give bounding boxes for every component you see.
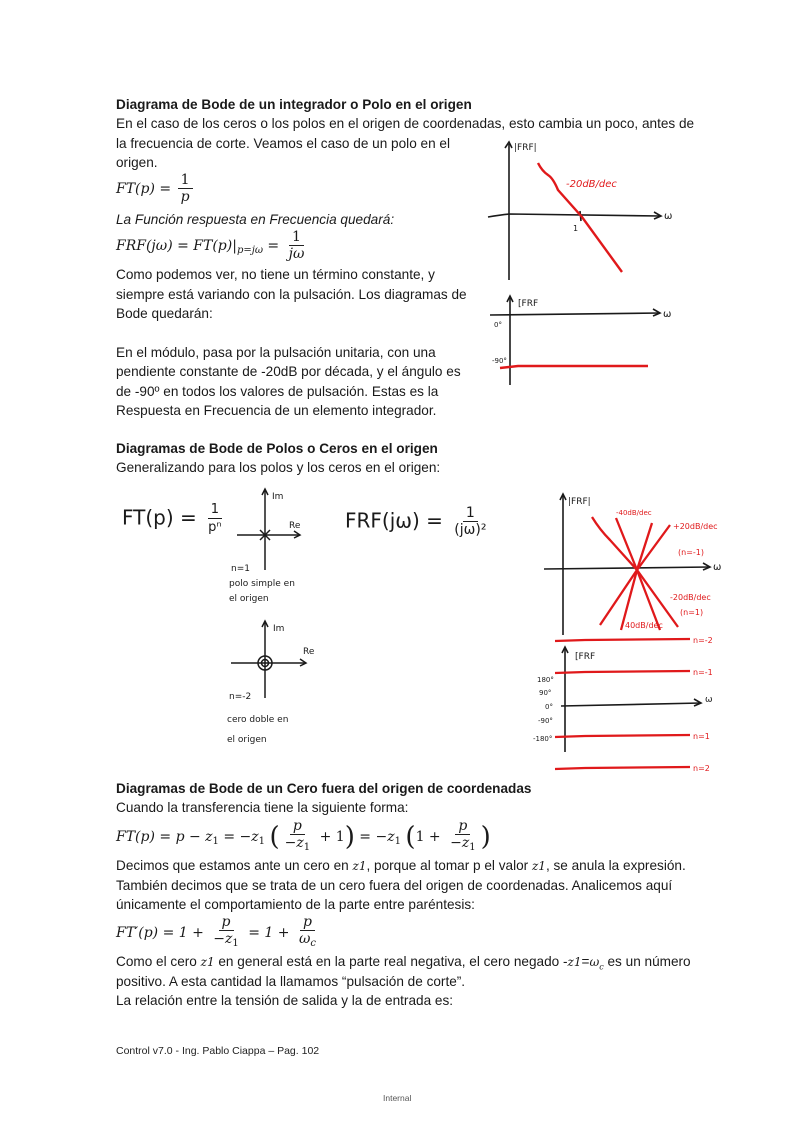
asymptote-lines <box>592 517 678 630</box>
fraction-denominator: ω <box>298 931 311 947</box>
math-symbol: z1 <box>200 955 215 969</box>
equation-term: = −z <box>218 829 259 845</box>
intro-line: origen. <box>116 155 158 170</box>
slope-label: -40dB/dec <box>616 509 652 517</box>
phase-line <box>500 366 648 368</box>
im-label: Im <box>273 624 285 634</box>
phase-level-line <box>555 671 690 673</box>
tick-label: -180° <box>533 735 553 743</box>
text-run: , porque al tomar p el valor <box>366 858 532 873</box>
equation-term: = −z <box>354 829 395 845</box>
paragraph-line: pendiente constante de -20dB por década, y el ángulo es <box>116 364 461 379</box>
tick-label: 180° <box>537 676 554 684</box>
paragraph-line: También decimos que se trata de un cero fuera del origen de coordenadas. Analicemos aquí <box>116 878 673 893</box>
n-label: (n=1) <box>680 608 704 617</box>
x-axis <box>544 567 710 569</box>
fraction-numerator: p <box>300 914 315 931</box>
fraction-numerator: 1 <box>463 505 478 522</box>
paragraph-line: únicamente el comportamiento de la parte entre paréntesis: <box>116 897 475 912</box>
omega-axis-label: ω <box>705 695 713 705</box>
section-heading-integrator: Diagrama de Bode de un integrador o Polo en el origen <box>116 97 472 112</box>
equation-lhs: FRF(jω) = FT(p)| <box>116 238 237 254</box>
text-run: en general está en la parte real negativa, el cero negado - <box>214 954 568 969</box>
math-symbol: z1 <box>352 859 367 873</box>
equation-lhs: FT(p) = <box>116 181 172 197</box>
paragraph-line: La relación entre la tensión de salida y la de entrada es: <box>116 993 454 1008</box>
paragraph-line <box>116 856 686 877</box>
slope-annotation: -20dB/dec <box>566 179 617 190</box>
x-axis <box>488 214 660 217</box>
re-label: Re <box>303 647 315 657</box>
math-symbol: z1 <box>567 955 582 969</box>
fraction-numerator: 1 <box>208 502 222 519</box>
phase-level-label: n=-1 <box>693 668 713 677</box>
text-run: Como el cero <box>116 954 201 969</box>
im-label: Im <box>272 492 284 502</box>
fraction-denominator: −z <box>213 931 233 947</box>
omega-axis-label: ω <box>713 562 722 573</box>
equation-ft-integrator <box>116 172 195 206</box>
intro-line: Cuando la transferencia tiene la siguiente forma: <box>116 800 409 815</box>
handwritten-ft <box>122 502 227 536</box>
section-heading-zero: Diagramas de Bode de un Cero fuera del origen de coordenadas <box>116 781 532 796</box>
fraction-numerator: p <box>219 914 234 931</box>
evaluation-subscript: p=jω <box>236 245 263 256</box>
x-axis <box>561 703 701 706</box>
integrator-phase-sketch <box>470 285 680 385</box>
classification-label: Internal <box>383 1093 412 1103</box>
paragraph-line: Como el cero z1 en general está en la parte real negativa, el cero negado $-z1=\omega_c$ es un número <box>116 954 691 972</box>
phase-level-label: n=2 <box>693 764 710 773</box>
slope-minus20-line <box>616 518 660 630</box>
fraction-denominator: (jω)² <box>454 522 487 538</box>
zero-deg-label: 0° <box>494 321 502 329</box>
unit-tick-label: 1 <box>573 224 579 233</box>
integrator-magnitude-sketch <box>470 135 673 280</box>
section-heading-origin: Diagramas de Bode de Polos o Ceros en el origen <box>116 441 438 456</box>
re-label: Re <box>289 521 301 531</box>
origin-magnitude-sketch <box>530 485 745 645</box>
note-line: cero doble en <box>227 715 289 725</box>
equation-ft-zero: $FT(p) = p - z_1 = -z_1$ ( $\frac{p}{-z_1}$ + $1) = -z_1$ (1 + $\frac{p}{-z_1}$ ) <box>116 818 491 853</box>
equation-lhs: FT(p) = p − z <box>116 829 213 845</box>
handwritten-frf <box>345 505 491 539</box>
s-plane-simple-pole <box>225 485 345 610</box>
phase-axis-label: [FRF <box>575 652 596 662</box>
paragraph-line: En el módulo, pasa por la pulsación unitaria, con una <box>116 345 436 360</box>
omega-axis-label: ω <box>663 309 672 320</box>
equals-sign: = <box>262 238 280 254</box>
paragraph-line: siempre está variando con la pulsación. Los diagramas de <box>116 287 467 302</box>
text-run: = <box>581 954 590 969</box>
handwritten-frf-lhs: FRF(jω) = <box>345 508 443 533</box>
note-line: el origen <box>227 735 267 745</box>
magnitude-axis-label: |FRF| <box>514 143 537 153</box>
tick-label: -90° <box>538 717 553 725</box>
phase-level-line <box>555 639 690 641</box>
magnitude-axis-label: |FRF| <box>568 497 591 507</box>
math-symbol: z1 <box>531 859 546 873</box>
intro-line: Generalizando para los polos y los ceros en el origen: <box>116 460 441 475</box>
paragraph-line: de -90º en todos los valores de pulsación. Estas es la <box>116 384 439 399</box>
tick-label: 90° <box>539 689 552 697</box>
s-plane-double-zero <box>225 618 345 753</box>
equation-ft-prime: FT′(p) = 1 + $\frac{p}{-z_1}$ = 1 + $\frac{p}{\omega_c}$ <box>116 914 316 949</box>
n-label: n=1 <box>231 564 250 574</box>
omega-axis-label: ω <box>664 211 673 222</box>
phase-level-line <box>555 767 690 769</box>
equation-term: = 1 + <box>248 925 290 941</box>
n-label: (n=-1) <box>678 548 704 557</box>
slope-label: -20dB/dec <box>670 593 711 602</box>
slope-label: +20dB/dec <box>673 522 718 531</box>
slope-label: 40dB/dec <box>625 621 663 630</box>
page-footer: Control v7.0 - Ing. Pablo Ciappa – Pag. 102 <box>116 1045 320 1057</box>
text-run: Decimos que estamos ante un cero en <box>116 858 353 873</box>
intro-line: la frecuencia de corte. Veamos el caso de un polo en el <box>116 136 451 151</box>
text-run: es un número <box>603 954 691 969</box>
equation-frf-integrator <box>116 229 309 263</box>
fraction-numerator: 1 <box>289 229 304 246</box>
phase-level-label: n=-2 <box>693 636 713 645</box>
frf-caption: La Función respuesta en Frecuencia quedará: <box>116 212 395 227</box>
origin-phase-sketch <box>525 636 740 773</box>
x-axis <box>490 313 660 315</box>
note-line: polo simple en <box>229 579 295 589</box>
fraction-denominator: p <box>180 189 190 205</box>
fraction-denominator: pⁿ <box>208 520 222 535</box>
note-line: el origen <box>229 594 269 604</box>
intro-line: En el caso de los ceros o los polos en el origen de coordenadas, esto cambia un poco, antes de <box>116 116 695 131</box>
minus-90-label: -90° <box>492 357 507 365</box>
phase-level-label: n=1 <box>693 732 710 741</box>
fraction-denominator: jω <box>288 246 305 262</box>
phase-level-line <box>555 735 690 737</box>
n-label: n=-2 <box>229 692 252 702</box>
equation-lhs: FT′(p) = 1 + <box>116 925 204 941</box>
fraction-numerator: 1 <box>178 172 193 189</box>
paragraph-line: positivo. A esta cantidad la llamamos “pulsación de corte”. <box>116 974 466 989</box>
paragraph-line: Respuesta en Frecuencia de un elemento integrador. <box>116 403 437 418</box>
paragraph-line: Como podemos ver, no tiene un término constante, y <box>116 267 435 282</box>
paragraph-line: Bode quedarán: <box>116 306 213 321</box>
handwritten-ft-lhs: FT(p) = <box>122 505 197 530</box>
text-run: , se anula la expresión. <box>545 858 686 873</box>
tick-label: 0° <box>545 703 553 711</box>
phase-axis-label: [FRF <box>518 299 539 309</box>
